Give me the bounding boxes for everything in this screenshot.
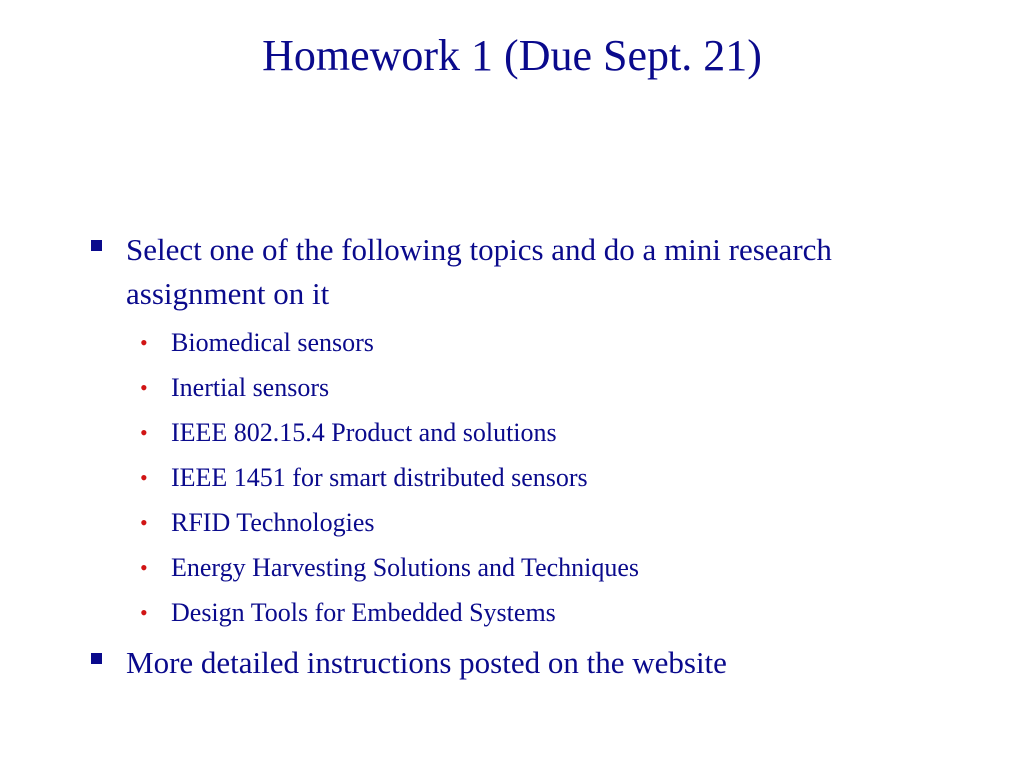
topic-list [88, 320, 968, 635]
slide-title: Homework 1 (Due Sept. 21) [262, 31, 762, 80]
topic-text: RFID Technologies [171, 508, 375, 537]
slide-content [88, 228, 968, 685]
topic-item [88, 365, 968, 410]
bullet-text: More detailed instructions posted on the website [126, 645, 727, 680]
square-bullet-icon [91, 240, 102, 251]
bullet-instructions [88, 641, 968, 685]
bullet-text: Select one of the following topics and do a mini research assignment on it [126, 232, 832, 311]
topic-item [88, 410, 968, 455]
bullet-select-topic [88, 228, 968, 316]
topic-text: IEEE 1451 for smart distributed sensors [171, 463, 588, 492]
dot-bullet-icon: • [140, 420, 148, 445]
dot-bullet-icon: • [140, 600, 148, 625]
dot-bullet-icon: • [140, 465, 148, 490]
topic-item [88, 545, 968, 590]
topic-text: Design Tools for Embedded Systems [171, 598, 556, 627]
topic-item [88, 455, 968, 500]
topic-text: Energy Harvesting Solutions and Techniques [171, 553, 640, 582]
topic-item [88, 500, 968, 545]
topic-text: Inertial sensors [171, 373, 330, 402]
dot-bullet-icon: • [140, 510, 148, 535]
topic-item [88, 320, 968, 365]
square-bullet-icon [91, 653, 102, 664]
dot-bullet-icon: • [140, 375, 148, 400]
topic-item [88, 590, 968, 635]
dot-bullet-icon: • [140, 555, 148, 580]
topic-text: IEEE 802.15.4 Product and solutions [171, 418, 557, 447]
dot-bullet-icon: • [140, 330, 148, 355]
topic-text: Biomedical sensors [171, 328, 374, 357]
